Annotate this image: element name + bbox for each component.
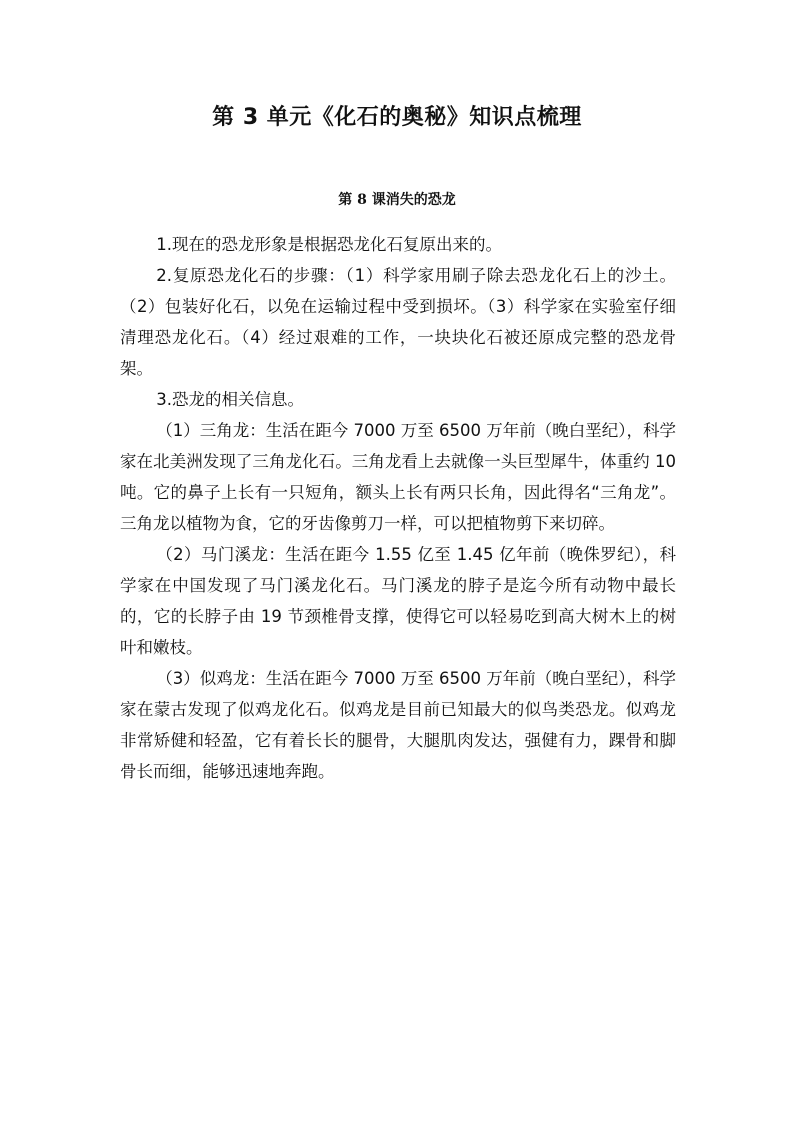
document-title: 第 3 单元《化石的奥秘》知识点梳理 [212,105,582,130]
paragraph-dinosaur-info-heading: 3.恐龙的相关信息。 [156,390,305,409]
paragraph-mamenchisaurus: （2）马门溪龙：生活在距今 1.55 亿至 1.45 亿年前（晚侏罗纪），科学家在中国发现了马门溪龙化石。马门溪龙的脖子是迄今所有动物中最长的，它的长脖子由 19 节颈椎骨支撑，使得它可以轻易吃到高大树木上的树叶和嫩枝。 [120,545,676,657]
lesson-title: 第 8 课消失的恐龙 [338,192,456,208]
paragraph-recovery-basis: 1.现在的恐龙形象是根据恐龙化石复原出来的。 [156,235,503,254]
paragraph-gallimimus: （3）似鸡龙：生活在距今 7000 万至 6500 万年前（晚白垩纪），科学家在蒙古发现了似鸡龙化石。似鸡龙是目前已知最大的似鸟类恐龙。似鸡龙非常矫健和轻盈，它有着长长的腿骨，大腿肌肉发达，强健有力，踝骨和脚骨长而细，能够迅速地奔跑。 [120,669,677,781]
paragraph-recovery-steps: 2.复原恐龙化石的步骤：（1）科学家用刷子除去恐龙化石上的沙土。（2）包装好化石，以免在运输过程中受到损坏。（3）科学家在实验室仔细清理恐龙化石。（4）经过艰难的工作，一块块化石被还原成完整的恐龙骨架。 [120,266,676,378]
document-body [120,229,676,787]
paragraph-triceratops: （1）三角龙：生活在距今 7000 万至 6500 万年前（晚白垩纪），科学家在北美洲发现了三角龙化石。三角龙看上去就像一头巨型犀牛，体重约 10 吨。它的鼻子上长有一只短角，额头上长有两只长角，因此得名“三角龙”。三角龙以植物为食，它的牙齿像剪刀一样，可以把植物剪下来切碎。 [120,421,677,533]
